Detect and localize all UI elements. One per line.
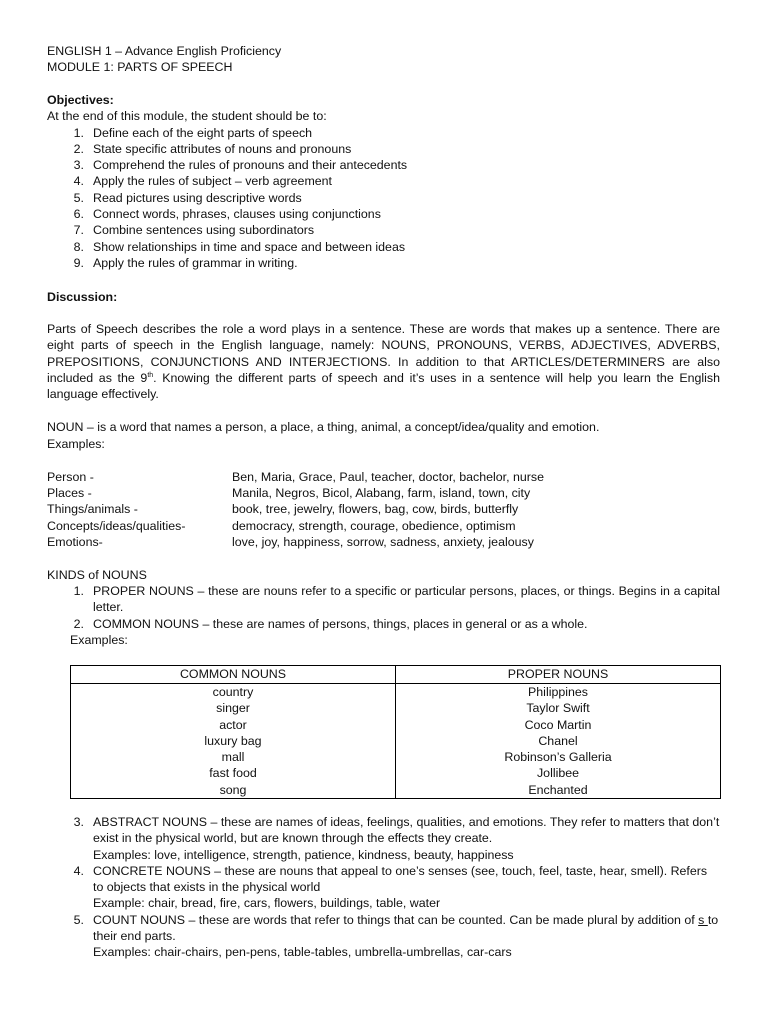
kinds-heading: KINDS of NOUNS (47, 568, 147, 582)
kinds-list-a (70, 583, 720, 632)
example-row: Things/animals - book, tree, jewelry, flowers, bag, cow, birds, butterfly (47, 502, 519, 516)
module-title: MODULE 1: PARTS OF SPEECH (47, 60, 233, 74)
table-row: mall Robinson’s Galleria (71, 749, 721, 765)
objectives-intro: At the end of this module, the student should be to: (47, 109, 327, 123)
list-item: 1. PROPER NOUNS – these are nouns refer to a specific or particular persons, places, or things. Begins in a capital letter. (73, 584, 720, 615)
example-row: Concepts/ideas/qualities- democracy, strength, courage, obedience, optimism (47, 519, 516, 533)
list-item: 3. ABSTRACT NOUNS – these are names of ideas, feelings, qualities, and emotions. They refer to matters that don’t exist in the physical world, but are known through the effects they create. Examples: love, intelligence, strength, patience, kindness, beauty, happiness (73, 815, 720, 862)
discussion-heading: Discussion: (47, 290, 118, 304)
list-item: 6. Connect words, phrases, clauses using conjunctions (73, 206, 381, 221)
nouns-table (70, 665, 721, 799)
item-examples: Examples: chair-chairs, pen-pens, table-tables, umbrella-umbrellas, car-cars (93, 945, 512, 960)
example-row: Places - Manila, Negros, Bicol, Alabang, farm, island, town, city (47, 486, 531, 500)
table-row: country Philippines (71, 684, 721, 701)
objectives-list (70, 125, 407, 272)
table-row: singer Taylor Swift (71, 700, 721, 716)
noun-definition: NOUN – is a word that names a person, a place, a thing, animal, a concept/idea/quality and emotion. (47, 420, 600, 434)
list-item: 5. Read pictures using descriptive words (73, 190, 302, 205)
list-item: 4. Apply the rules of subject – verb agreement (73, 174, 332, 189)
noun-examples-label: Examples: (47, 437, 105, 451)
list-item: 1. Define each of the eight parts of speech (73, 125, 313, 140)
table-row: luxury bag Chanel (71, 733, 721, 749)
example-row: Person - Ben, Maria, Grace, Paul, teacher, doctor, bachelor, nurse (47, 470, 545, 484)
list-item: 7. Combine sentences using subordinators (73, 223, 315, 238)
list-item: 2. COMMON NOUNS – these are names of persons, things, places in general or as a whole. (73, 616, 588, 631)
objectives-heading: Objectives: (47, 93, 114, 107)
item-examples: Examples: love, intelligence, strength, patience, kindness, beauty, happiness (93, 847, 514, 862)
column-header: PROPER NOUNS (396, 666, 721, 684)
table-row: actor Coco Martin (71, 717, 721, 733)
list-item: 8. Show relationships in time and space and between ideas (73, 239, 406, 254)
list-item: 4. CONCRETE NOUNS – these are nouns that appeal to one’s senses (see, touch, feel, taste, hear, smell). Refers to objects that exists in the physical world Example: chair, bread, fire, cars, flowers, buildings, table, water (73, 863, 708, 911)
table-header-row (71, 666, 721, 684)
table-examples-label: Examples: (70, 633, 128, 647)
kinds-list-b (70, 814, 720, 961)
list-item: 5. COUNT NOUNS – these are words that refer to things that can be counted. Can be made plural by addition of s to their end parts. Examples: chair-chairs, pen-pens, table-tables, umbrella-umbrellas, car-cars (73, 912, 719, 960)
item-examples: Example: chair, bread, fire, cars, flowers, buildings, table, water (93, 896, 441, 911)
table-row: song Enchanted (71, 782, 721, 799)
table-row: fast food Jollibee (71, 765, 721, 781)
list-item: 2. State specific attributes of nouns and pronouns (73, 141, 352, 156)
list-item: 9. Apply the rules of grammar in writing. (73, 255, 298, 270)
course-title: ENGLISH 1 – Advance English Proficiency (47, 44, 282, 58)
discussion-paragraph: Parts of Speech describes the role a word plays in a sentence. These are words that makes up a sentence. There are eight parts of speech in the English language, namely: NOUNS, PRONOUNS, VERBS, ADJECTIVES, ADVERBS, PREPOSITIONS, CONJUNCTIONS AND INTERJECTIONS. In addition to that ARTICLES/DETERMINERS are also included as the 9th. Knowing the different parts of speech and it’s uses in a sentence will help you learn the English language effectively. (47, 322, 720, 402)
list-item: 3. Comprehend the rules of pronouns and their antecedents (73, 158, 408, 173)
column-header: COMMON NOUNS (71, 666, 396, 684)
example-row: Emotions- love, joy, happiness, sorrow, sadness, anxiety, jealousy (47, 535, 534, 549)
